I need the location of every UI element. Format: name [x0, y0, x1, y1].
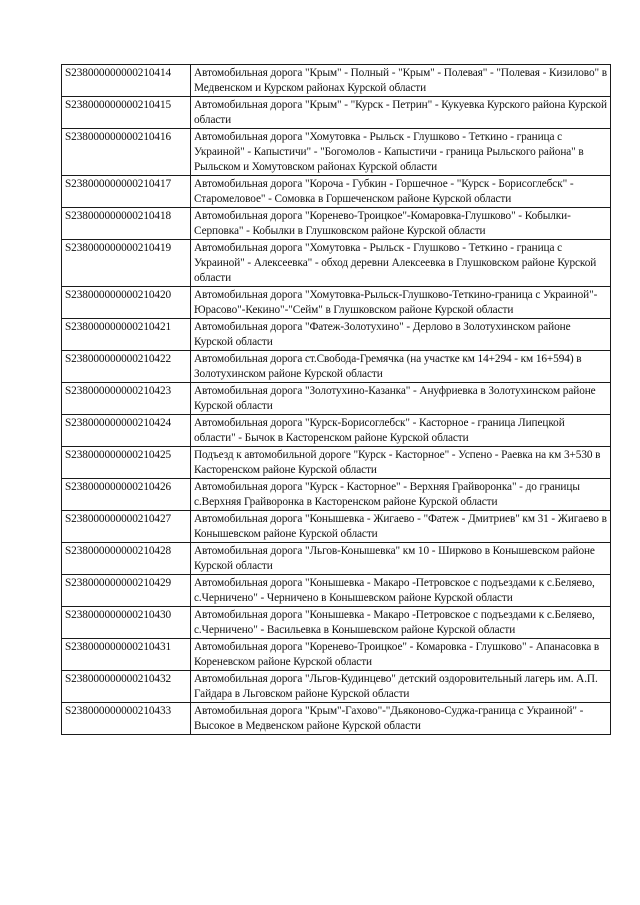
road-code: S238000000000210430: [62, 607, 191, 639]
table-row: [62, 351, 611, 383]
table-row: [62, 479, 611, 511]
table-row: [62, 383, 611, 415]
road-description: Автомобильная дорога "Крым" - Полный - "Крым" - Полевая" - "Полевая - Кизилово" в Медвенском и Курском районах Курской области: [191, 65, 611, 97]
road-code: S238000000000210420: [62, 287, 191, 319]
road-description: Автомобильная дорога "Коренево-Троицкое"-Комаровка-Глушково" - Кобылки-Серповка" - Кобылки в Глушковском районе Курской области: [191, 208, 611, 240]
road-code: S238000000000210416: [62, 129, 191, 176]
road-description: Автомобильная дорога "Фатеж-Золотухино" - Дерлово в Золотухинском районе Курской области: [191, 319, 611, 351]
road-code: S238000000000210417: [62, 176, 191, 208]
table-row: [62, 240, 611, 287]
road-description: Автомобильная дорога "Конышевка - Жигаево - "Фатеж - Дмитриев" км 31 - Жигаево в Конышевском районе Курской области: [191, 511, 611, 543]
road-description: Автомобильная дорога "Короча - Губкин - Горшечное - "Курск - Борисоглебск" - Старомеловое" - Сомовка в Горшеченском районе Курской области: [191, 176, 611, 208]
table-row: [62, 607, 611, 639]
road-description: Автомобильная дорога "Курск-Борисоглебск" - Касторное - граница Липецкой области" - Бычок в Касторенском районе Курской области: [191, 415, 611, 447]
road-code: S238000000000210414: [62, 65, 191, 97]
table-row: [62, 65, 611, 97]
road-description: Автомобильная дорога "Хомутовка - Рыльск - Глушково - Теткино - граница с Украиной" - Капыстичи" - "Богомолов - Капыстичи - граница Рыльского района" в Рыльском и Хомутовском районах Курской области: [191, 129, 611, 176]
road-code: S238000000000210425: [62, 447, 191, 479]
road-code: S238000000000210423: [62, 383, 191, 415]
table-row: [62, 639, 611, 671]
road-code: S238000000000210419: [62, 240, 191, 287]
road-description: Подъезд к автомобильной дороге "Курск - Касторное" - Успено - Раевка на км 3+530 в Касторенском районе Курской области: [191, 447, 611, 479]
road-code: S238000000000210432: [62, 671, 191, 703]
road-description: Автомобильная дорога "Хомутовка - Рыльск - Глушково - Теткино - граница с Украиной" - Алексеевка" - обход деревни Алексеевка в Глушковском районе Курской области: [191, 240, 611, 287]
road-code: S238000000000210415: [62, 97, 191, 129]
road-description: Автомобильная дорога "Льгов-Конышевка" км 10 - Ширково в Конышевском районе Курской области: [191, 543, 611, 575]
table-row: [62, 415, 611, 447]
road-code: S238000000000210418: [62, 208, 191, 240]
road-description: Автомобильная дорога "Крым" - "Курск - Петрин" - Кукуевка Курского района Курской области: [191, 97, 611, 129]
road-description: Автомобильная дорога "Курск - Касторное" - Верхняя Грайворонка" - до границы с.Верхняя Грайворонка в Касторенском районе Курской области: [191, 479, 611, 511]
table-row: [62, 575, 611, 607]
table-row: [62, 703, 611, 735]
road-description: Автомобильная дорога "Золотухино-Казанка" - Ануфриевка в Золотухинском районе Курской области: [191, 383, 611, 415]
road-description: Автомобильная дорога "Хомутовка-Рыльск-Глушково-Теткино-граница с Украиной"- Юрасово"-Кекино"-"Сейм" в Глушковском районе Курской области: [191, 287, 611, 319]
table-row: [62, 543, 611, 575]
table-row: [62, 97, 611, 129]
road-code: S238000000000210429: [62, 575, 191, 607]
table-row: [62, 208, 611, 240]
table-row: [62, 319, 611, 351]
table-row: [62, 129, 611, 176]
road-description: Автомобильная дорога "Крым"-Гахово"-"Дьяконово-Суджа-граница с Украиной" - Высокое в Медвенском районе Курской области: [191, 703, 611, 735]
table-row: [62, 176, 611, 208]
table-row: [62, 447, 611, 479]
table-row: [62, 287, 611, 319]
road-description: Автомобильная дорога "Конышевка - Макаро -Петровское с подъездами к с.Беляево, с.Черничено" - Васильевка в Конышевском районе Курской области: [191, 607, 611, 639]
road-code: S238000000000210427: [62, 511, 191, 543]
road-code: S238000000000210422: [62, 351, 191, 383]
table-row: [62, 511, 611, 543]
road-code: S238000000000210431: [62, 639, 191, 671]
road-registry-table: [61, 64, 611, 735]
road-code: S238000000000210428: [62, 543, 191, 575]
road-description: Автомобильная дорога "Конышевка - Макаро -Петровское с подъездами к с.Беляево, с.Черничено" - Черничено в Конышевском районе Курской области: [191, 575, 611, 607]
road-code: S238000000000210426: [62, 479, 191, 511]
road-description: Автомобильная дорога ст.Свобода-Гремячка (на участке км 14+294 - км 16+594) в Золотухинском районе Курской области: [191, 351, 611, 383]
road-description: Автомобильная дорога "Льгов-Кудинцево" детский оздоровительный лагерь им. А.П. Гайдара в Льговском районе Курской области: [191, 671, 611, 703]
road-code: S238000000000210433: [62, 703, 191, 735]
table-row: [62, 671, 611, 703]
road-description: Автомобильная дорога "Коренево-Троицкое" - Комаровка - Глушково" - Апанасовка в Кореневском районе Курской области: [191, 639, 611, 671]
road-code: S238000000000210421: [62, 319, 191, 351]
road-code: S238000000000210424: [62, 415, 191, 447]
